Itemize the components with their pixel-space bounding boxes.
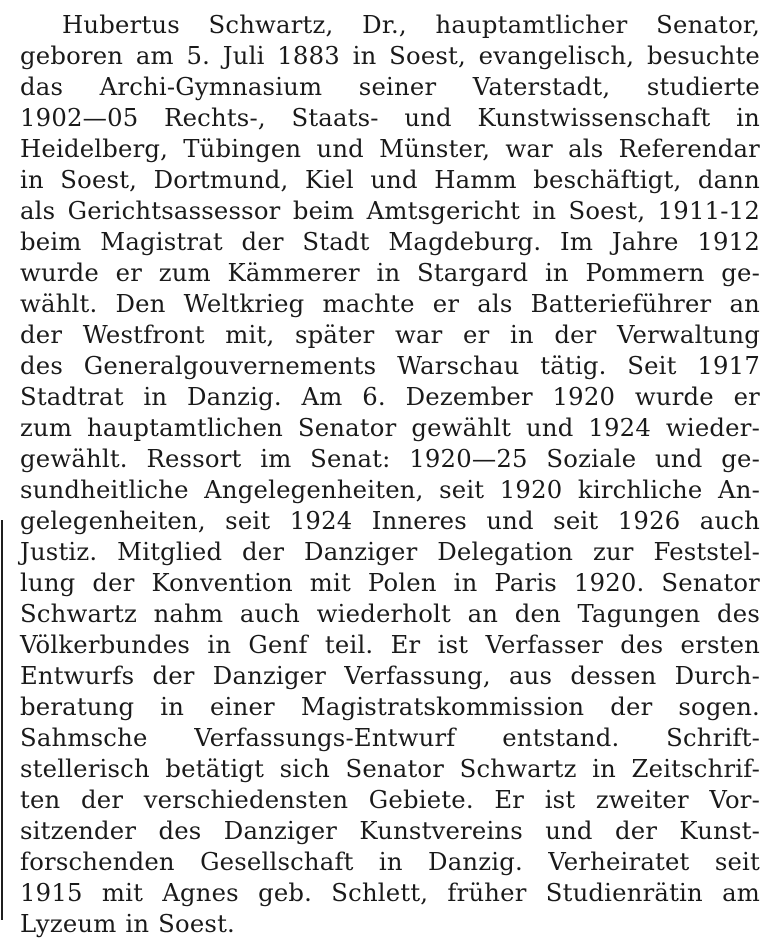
text-line: gelegenheiten, seit 1924 Inneres und seit 1926 auch xyxy=(20,506,760,535)
text-line: Hubertus Schwartz, Dr., hauptamtlicher Senator, xyxy=(62,10,760,39)
text-line: des Generalgouvernements Warschau tätig. Seit 1917 xyxy=(20,351,760,380)
text-line: stellerisch betätigt sich Senator Schwartz in Zeitschrif- xyxy=(20,754,760,783)
text-line: wählt. Den Weltkrieg machte er als Batterieführer an xyxy=(20,289,760,318)
text-line: geboren am 5. Juli 1883 in Soest, evangelisch, besuchte xyxy=(20,41,760,70)
text-line: gewählt. Ressort im Senat: 1920—25 Soziale und ge- xyxy=(20,444,760,473)
text-line: lung der Konvention mit Polen in Paris 1920. Senator xyxy=(20,568,760,597)
text-line: in Soest, Dortmund, Kiel und Hamm beschäftigt, dann xyxy=(20,165,760,194)
text-line: das Archi-Gymnasium seiner Vaterstadt, studierte xyxy=(20,72,760,101)
text-line: sundheitliche Angelegenheiten, seit 1920 kirchliche An- xyxy=(20,475,760,504)
biography-paragraph xyxy=(20,9,760,939)
text-line: wurde er zum Kämmerer in Stargard in Pommern ge- xyxy=(20,258,760,287)
text-line: 1902—05 Rechts-, Staats- und Kunstwissenschaft in xyxy=(20,103,760,132)
text-line: beratung in einer Magistratskommission der sogen. xyxy=(20,692,760,721)
text-line: Schwartz nahm auch wiederholt an den Tagungen des xyxy=(20,599,760,628)
text-line: Völkerbundes in Genf teil. Er ist Verfasser des ersten xyxy=(20,630,760,659)
text-line: beim Magistrat der Stadt Magdeburg. Im Jahre 1912 xyxy=(20,227,760,256)
text-line: Entwurfs der Danziger Verfassung, aus dessen Durch- xyxy=(20,661,760,690)
text-line: forschenden Gesellschaft in Danzig. Verheiratet seit xyxy=(20,847,760,876)
text-line: zum hauptamtlichen Senator gewählt und 1924 wieder- xyxy=(20,413,760,442)
text-line: 1915 mit Agnes geb. Schlett, früher Studienrätin am xyxy=(20,878,760,907)
text-line: Heidelberg, Tübingen und Münster, war als Referendar xyxy=(20,134,760,163)
text-line: Justiz. Mitglied der Danziger Delegation zur Feststel- xyxy=(20,537,760,566)
text-line: sitzender des Danziger Kunstvereins und der Kunst- xyxy=(20,816,760,845)
text-line: der Westfront mit, später war er in der Verwaltung xyxy=(20,320,760,349)
text-line: Lyzeum in Soest. xyxy=(20,909,235,938)
text-line: Stadtrat in Danzig. Am 6. Dezember 1920 wurde er xyxy=(20,382,760,411)
text-line: ten der verschiedensten Gebiete. Er ist zweiter Vor- xyxy=(20,785,760,814)
margin-rule xyxy=(1,520,3,920)
text-line: Sahmsche Verfassungs-Entwurf entstand. Schrift- xyxy=(20,723,760,752)
text-line: als Gerichtsassessor beim Amtsgericht in Soest, 1911-12 xyxy=(20,196,760,225)
